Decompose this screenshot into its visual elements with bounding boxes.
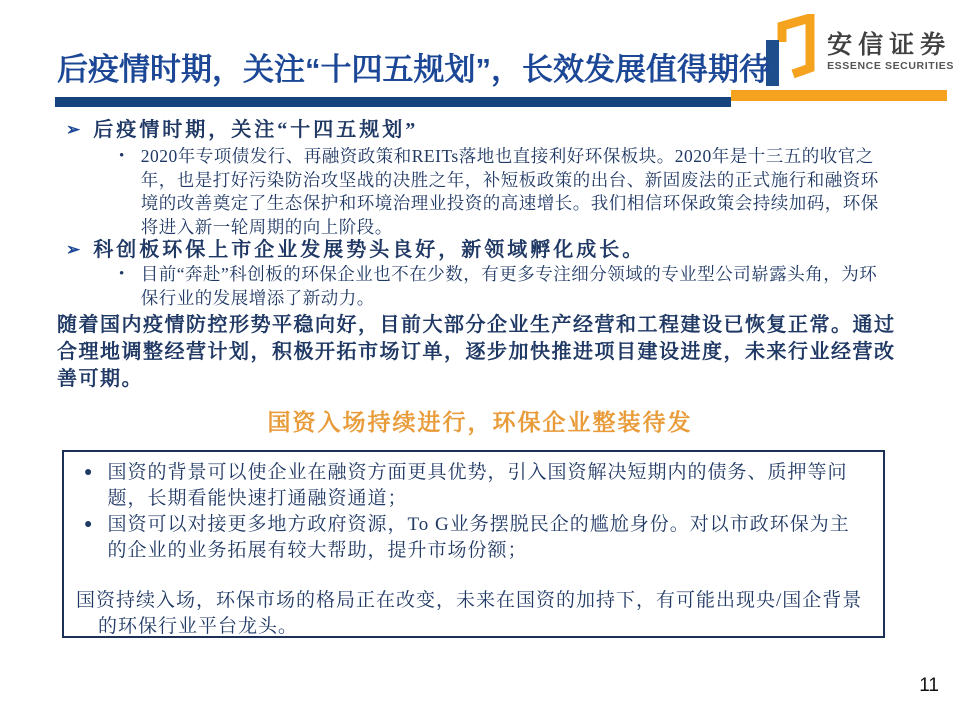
info-box-bullet-1 (76, 460, 867, 511)
section-heading-1-text: 后疫情时期，关注“十四五规划” (93, 119, 419, 141)
section-2-bullet-text: 目前“奔赴”科创板的环保企业也不在少数，有更多专注细分领域的专业型公司崭露头角，为环保行业的发展增添了新动力。 (140, 264, 878, 308)
section-1-bullet-text: 2020年专项债发行、再融资政策和REITs落地也直接利好环保板块。2020年是十三五的收官之年，也是打好污染防治攻坚战的决胜之年，补短板政策的出台、新固废法的正式施行和融资环境的改善奠定了生态保护和环境治理业投资的高速增长。我们相信环保政策会持续加码，环保将进入新一轮周期的向上阶段。 (140, 146, 879, 237)
dot-bullet-icon: • (119, 148, 125, 164)
disc-bullet-icon: ● (84, 465, 94, 480)
disc-bullet-icon: ● (84, 517, 94, 532)
logo-text (827, 30, 954, 73)
section-heading-1 (66, 118, 418, 142)
essence-securities-logo (766, 14, 954, 88)
page-number: 11 (919, 675, 939, 696)
info-box-bullet-2 (76, 512, 867, 563)
highlight-heading: 国资入场持续进行，环保企业整装待发 (267, 410, 693, 435)
logo-cube-icon (766, 14, 818, 88)
section-heading-2 (66, 238, 645, 262)
summary-paragraph: 随着国内疫情防控形势平稳向好，目前大部分企业生产经营和工程建设已恢复正常。通过合理地调整经营计划，积极开拓市场订单，逐步加快推进项目建设进度，未来行业经营改善可期。 (57, 314, 896, 390)
info-box-spacer (76, 564, 867, 588)
info-box-bullet-1-text: 国资的背景可以使企业在融资方面更具优势，引入国资解决短期内的债务、质押等问题，长期看能快速打通融资通道； (107, 462, 848, 509)
section-heading-2-text: 科创板环保上市企业发展势头良好，新领域孵化成长。 (93, 239, 646, 261)
section-2-bullet (119, 263, 881, 310)
info-box-bullet-2-text: 国资可以对接更多地方政府资源，To G业务摆脱民企的尴尬身份。对以市政环保为主的企业的业务拓展有较大帮助，提升市场份额； (107, 514, 850, 561)
dot-bullet-icon: • (119, 266, 125, 282)
slide-title: 后疫情时期，关注“十四五规划”，长效发展值得期待 (57, 52, 770, 87)
logo-company-name: 安信证券 (827, 30, 952, 59)
arrow-bullet-icon: ➢ (66, 120, 81, 139)
header-underline-orange (731, 90, 947, 101)
logo-company-subtitle: ESSENCE SECURITIES (827, 59, 954, 72)
header-underline-blue (55, 97, 731, 107)
arrow-bullet-icon: ➢ (66, 240, 81, 259)
info-box (62, 450, 885, 638)
section-1-bullet (119, 145, 881, 239)
info-box-paragraph: 国资持续入场，环保市场的格局正在改变，未来在国资的加持下，有可能出现央/国企背景的环保行业平台龙头。 (76, 590, 863, 637)
